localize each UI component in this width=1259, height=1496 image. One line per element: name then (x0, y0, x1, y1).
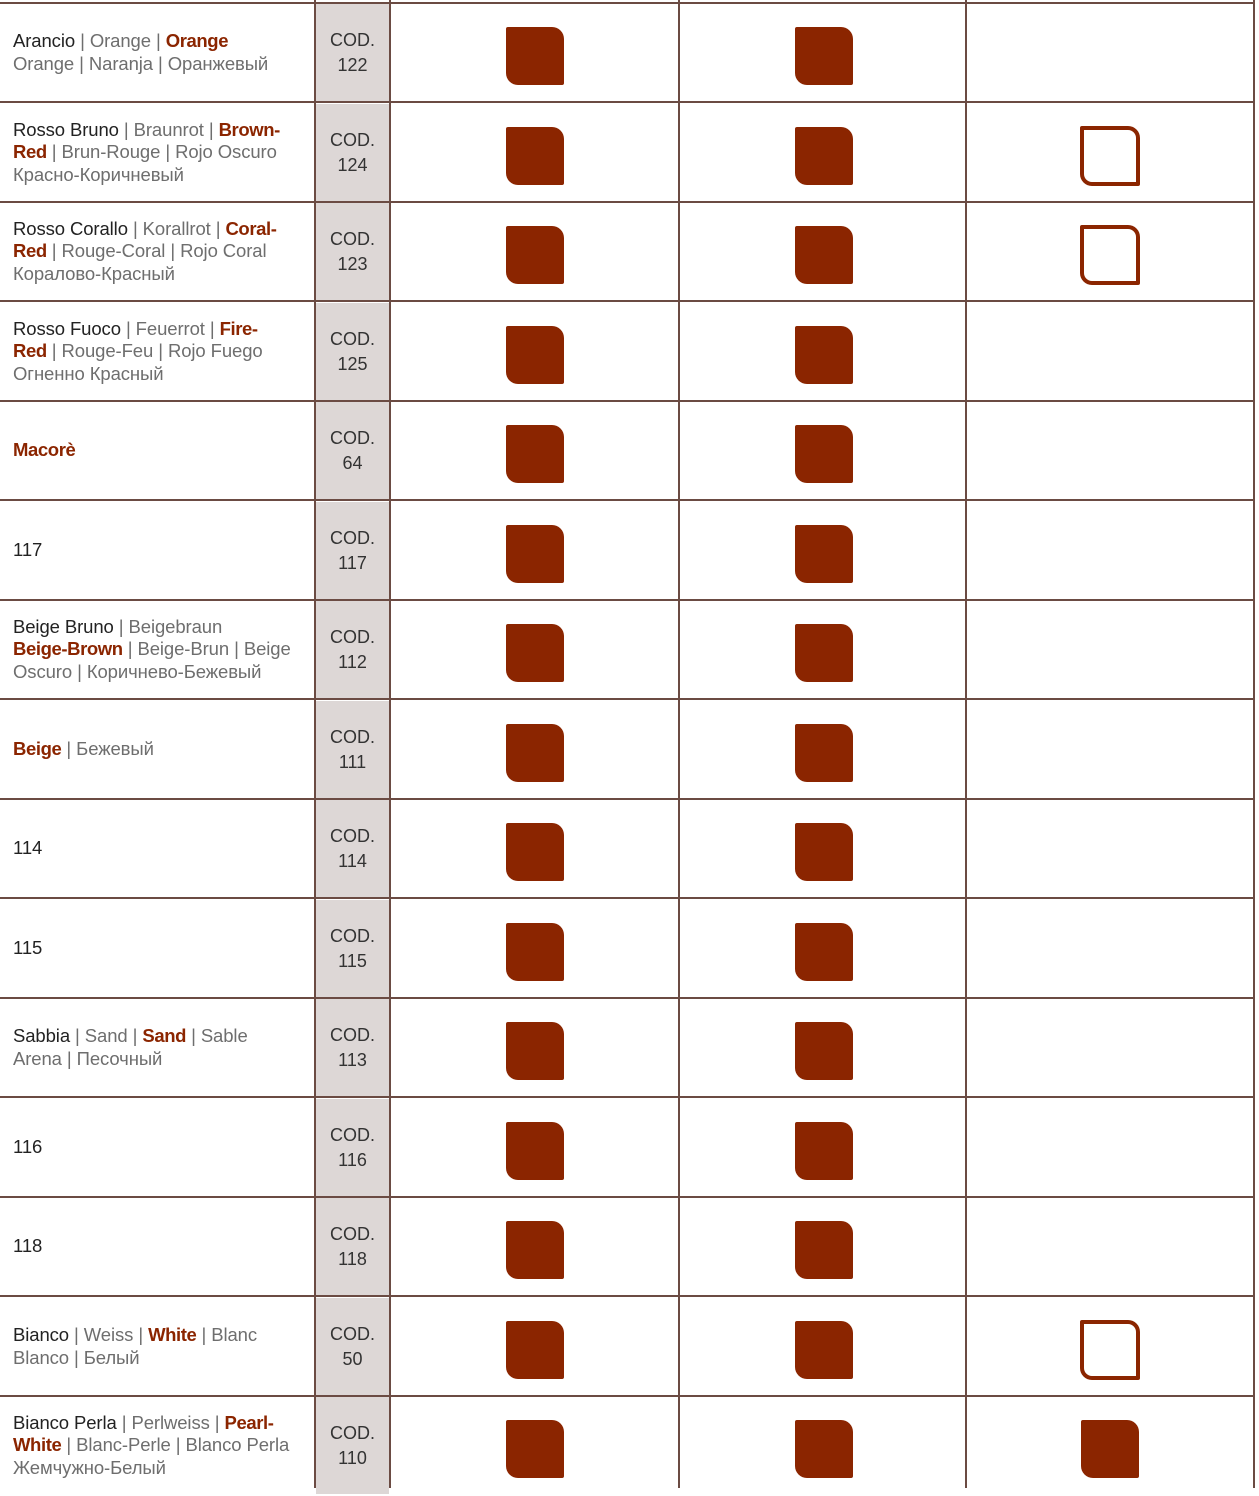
color-code-cell (316, 800, 389, 897)
code-column-left-border (314, 0, 316, 1488)
color-name-text (13, 1025, 248, 1070)
color-name-cell (13, 701, 313, 798)
color-name-italian: Arancio (13, 30, 81, 51)
color-name-cell (13, 1298, 313, 1395)
color-name-text (13, 119, 280, 187)
available-swatch (506, 27, 564, 85)
color-code-cell (316, 104, 389, 201)
available-swatch (506, 923, 564, 981)
color-name-english: Beige-Brown (13, 638, 123, 660)
color-name-english: Macorè (13, 439, 76, 461)
code-prefix: COD. (330, 228, 375, 249)
table-row (0, 203, 1255, 302)
color-code-cell (316, 1198, 389, 1295)
available-swatch (795, 127, 853, 185)
available-swatch (795, 1122, 853, 1180)
color-name-translations: | Blanc (196, 1324, 258, 1345)
code-prefix: COD. (330, 925, 375, 946)
color-name-translations: | Feuerrot | (125, 317, 220, 339)
color-name-text (13, 937, 42, 960)
color-name-italian: 114 (13, 837, 43, 859)
available-swatch (506, 1022, 564, 1080)
code-prefix: COD. (330, 825, 375, 846)
code-number: 112 (338, 651, 367, 672)
code-prefix: COD. (330, 626, 375, 647)
code-number: 124 (337, 154, 368, 175)
color-name-cell (13, 303, 313, 400)
color-name-text (13, 1324, 257, 1369)
code-number: 114 (338, 850, 367, 871)
color-name-translations: | Orange | (80, 30, 166, 51)
code-number: 123 (337, 253, 368, 274)
code-number: 116 (338, 1149, 367, 1170)
available-swatch (506, 1420, 564, 1478)
code-number: 117 (338, 552, 367, 573)
code-number: 115 (338, 950, 367, 971)
color-name-text (13, 837, 42, 860)
code-number: 64 (342, 452, 363, 473)
color-code-cell (316, 1298, 389, 1395)
code-prefix: COD. (330, 129, 375, 150)
table-row (0, 1397, 1255, 1496)
color-name-translations: Arena | Песочный (13, 1047, 163, 1069)
code-column-right-border (389, 0, 391, 1488)
available-swatch (795, 624, 853, 682)
color-code-cell (316, 4, 389, 101)
color-name-english: Sand (142, 1025, 187, 1046)
color-name-text (13, 738, 154, 761)
color-name-translations: Blanco | Белый (13, 1346, 140, 1368)
color-code-cell (316, 502, 389, 599)
color-name-cell (13, 800, 313, 897)
code-prefix: COD. (330, 1323, 375, 1344)
code-number: 122 (337, 54, 368, 75)
color-name-cell (13, 900, 313, 997)
color-name-english: Orange (165, 30, 229, 51)
color-name-english: Brown- (218, 118, 280, 140)
color-name-italian: 118 (13, 1235, 43, 1257)
table-row (0, 1298, 1255, 1397)
code-prefix: COD. (330, 1124, 375, 1145)
color-name-translations: Коралово-Красный (13, 262, 175, 284)
color-name-translations: Жемчужно-Белый (13, 1456, 166, 1478)
color-name-italian: Bianco Perla (13, 1411, 122, 1433)
color-code-cell (316, 999, 389, 1096)
available-swatch (506, 1122, 564, 1180)
code-number: 110 (338, 1447, 367, 1468)
table-row (0, 1198, 1255, 1297)
color-name-translations: Огненно Красный (13, 362, 164, 384)
color-code-cell (316, 601, 389, 698)
color-name-text (13, 1136, 42, 1159)
color-name-english: White (148, 1324, 197, 1345)
available-swatch (795, 1022, 853, 1080)
color-name-english: Red (13, 141, 47, 163)
color-name-cell (13, 502, 313, 599)
color-name-text (13, 218, 277, 286)
color-name-english: Coral- (225, 217, 277, 239)
table-row (0, 900, 1255, 999)
color-code-cell (316, 303, 389, 400)
optional-swatch-outline (1080, 225, 1140, 285)
color-name-translations: Orange | Naranja | Оранжевый (13, 52, 269, 74)
code-prefix: COD. (330, 427, 375, 448)
color-name-text (13, 318, 263, 386)
available-swatch (795, 1221, 853, 1279)
color-name-translations: | Sable (186, 1025, 248, 1046)
column-divider (965, 0, 967, 1488)
available-swatch (506, 724, 564, 782)
color-name-cell (13, 104, 313, 201)
available-swatch (506, 226, 564, 284)
color-name-italian: Bianco (13, 1324, 75, 1345)
table-row (0, 502, 1255, 601)
available-swatch (795, 1420, 853, 1478)
color-name-english: Fire- (219, 317, 258, 339)
available-swatch (795, 226, 853, 284)
color-name-translations: Красно-Коричневый (13, 163, 184, 185)
code-prefix: COD. (330, 29, 375, 50)
color-name-cell (13, 601, 313, 698)
color-name-translations: | Rouge-Coral | Rojo Coral (46, 240, 267, 262)
code-prefix: COD. (330, 1024, 375, 1045)
table-row (0, 701, 1255, 800)
color-name-cell (13, 1198, 313, 1295)
table-right-border (1253, 0, 1255, 1488)
color-name-text (13, 616, 291, 684)
color-name-italian: Rosso Corallo (13, 217, 133, 239)
available-swatch (795, 923, 853, 981)
available-swatch (506, 1221, 564, 1279)
color-name-translations: | Brun-Rouge | Rojo Oscuro (46, 141, 277, 163)
color-name-italian: 117 (13, 539, 43, 561)
table-row (0, 1099, 1255, 1198)
available-swatch (795, 1321, 853, 1379)
available-swatch (795, 326, 853, 384)
code-number: 118 (338, 1248, 367, 1269)
table-row (0, 999, 1255, 1098)
available-swatch (506, 1321, 564, 1379)
color-name-translations: | Бежевый (61, 738, 154, 760)
color-name-translations: | Beige-Brun | Beige (122, 638, 291, 660)
table-row (0, 800, 1255, 899)
color-name-translations: | Korallrot | (132, 217, 226, 239)
color-name-translations: | Weiss | (74, 1324, 149, 1345)
color-code-cell (316, 402, 389, 499)
available-swatch (795, 425, 853, 483)
color-code-cell (316, 701, 389, 798)
color-name-english: Red (13, 240, 47, 262)
color-name-italian: Rosso Fuoco (13, 317, 126, 339)
available-swatch (506, 326, 564, 384)
code-prefix: COD. (330, 328, 375, 349)
available-swatch (795, 724, 853, 782)
color-name-cell (13, 999, 313, 1096)
color-code-cell (316, 203, 389, 300)
code-number: 111 (338, 751, 367, 772)
available-swatch (506, 624, 564, 682)
code-number: 113 (338, 1049, 367, 1070)
color-name-cell (13, 1099, 313, 1196)
code-prefix: COD. (330, 1422, 375, 1443)
available-swatch (795, 525, 853, 583)
color-name-translations: | Perlweiss | (121, 1411, 225, 1433)
color-name-english: Red (13, 340, 47, 362)
color-name-translations: | Beigebraun (118, 615, 223, 637)
color-name-english: White (13, 1434, 62, 1456)
color-name-english: Pearl- (224, 1411, 274, 1433)
color-name-italian: 115 (13, 937, 43, 959)
color-name-translations: | Braunrot | (123, 118, 219, 140)
available-swatch (795, 823, 853, 881)
table-row (0, 4, 1255, 103)
color-name-translations: Oscuro | Коричнево-Бежевый (13, 660, 262, 682)
color-code-cell (316, 900, 389, 997)
color-code-cell (316, 1099, 389, 1196)
color-name-translations: | Sand | (75, 1025, 143, 1046)
available-swatch (506, 823, 564, 881)
color-name-english: Beige (13, 738, 62, 760)
available-swatch (506, 127, 564, 185)
color-name-italian: Sabbia (13, 1025, 76, 1046)
color-name-cell (13, 402, 313, 499)
color-name-italian: 116 (13, 1136, 43, 1158)
table-row (0, 402, 1255, 501)
available-swatch (1081, 1420, 1139, 1478)
color-name-text (13, 1235, 42, 1258)
color-name-text (13, 30, 268, 75)
table-row (0, 303, 1255, 402)
color-name-text (13, 539, 42, 562)
color-name-italian: Beige Bruno (13, 615, 119, 637)
code-prefix: COD. (330, 726, 375, 747)
color-name-translations: | Rouge-Feu | Rojo Fuego (46, 340, 263, 362)
code-number: 50 (342, 1348, 363, 1369)
available-swatch (795, 27, 853, 85)
color-name-translations: | Blanc-Perle | Blanco Perla (61, 1434, 290, 1456)
code-prefix: COD. (330, 1223, 375, 1244)
color-name-cell (13, 203, 313, 300)
color-name-cell (13, 1397, 313, 1494)
table-row (0, 104, 1255, 203)
optional-swatch-outline (1080, 126, 1140, 186)
code-prefix: COD. (330, 527, 375, 548)
color-code-cell (316, 1397, 389, 1494)
available-swatch (506, 425, 564, 483)
color-name-cell (13, 4, 313, 101)
column-divider (678, 0, 680, 1488)
color-name-text (13, 439, 75, 462)
code-number: 125 (337, 353, 368, 374)
table-row (0, 601, 1255, 700)
available-swatch (506, 525, 564, 583)
optional-swatch-outline (1080, 1320, 1140, 1380)
color-name-text (13, 1412, 289, 1480)
color-name-italian: Rosso Bruno (13, 118, 124, 140)
